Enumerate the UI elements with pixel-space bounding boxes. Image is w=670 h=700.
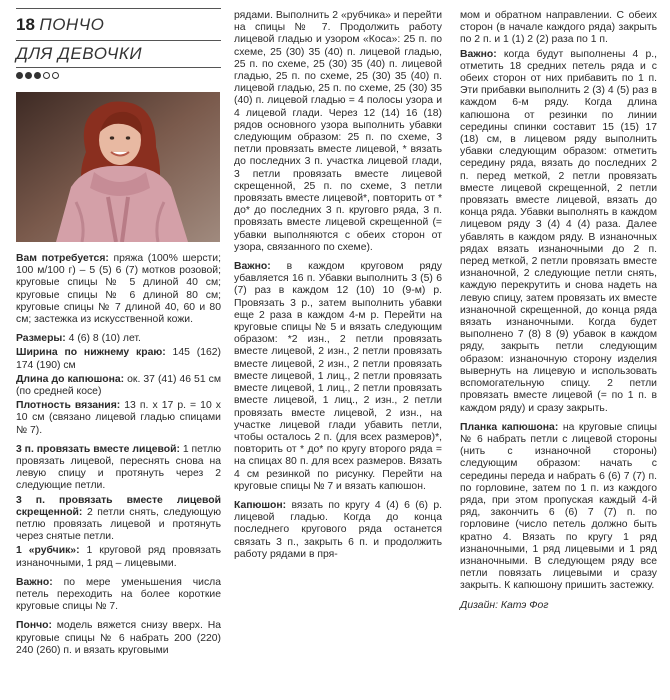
hood-paragraph: Капюшон: вязать по кругу 4 (4) 6 (6) р. лицевой гладью. Когда до конца последнего кругового ряда останется связать 3 п., закрыть 6 п. и продолжить работу рядами в пря-: [234, 499, 442, 560]
body-paragraph-1: рядами. Выполнить 2 «рубчика» и перейти на спицы № 7. Продолжить работу лицевой гладью и узором «Коса»: 25 п. по схеме, 25 (30) 35 (40) п. лицевой гладью, 25 п. по схеме, 25 (30) 35 (40) п. лицевой гладью, 25 п. по схеме, 25 (30) 35 (40) п. лицевой гладью, 25 п. по схеме, 25 (30) 35 (40) п. лицевой гладью = 4 полосы узора и 4 лицевой глади. Через 12 (14) 16 (18) рядов основного узора выполнить убавки следующим образом: 25 п. по схеме, 3 петли провязать вместе лицевой, * вязать до последних 3 п. участка лицевой глади, 3 петли провязать вместе лицевой скрещенной, 25 п. по схеме, 3 петли провязать вместе лицевой*, повторить от * до* до последних 3 п. круговго ряда, 3 п. провязать вместе лицевой скрещенной (= убавки выполняются с обеих сторон от узора, связанного по схеме).: [234, 10, 442, 253]
photo-illustration: [16, 92, 220, 242]
hood-important-paragraph: Важно: когда будут выполнены 4 р., отметить 18 средних петель ряда и с обеих сторон от них прибавить по 1 п. Эти прибавки выполнить 2 (3) 4 (5) раз в каждом 6-м ряду. Когда длина капюшона от резинки по линии середины спинки составит 15 (15) 17 (18) см, в лицевом ряду выполнить убавки следующим образом: отметить середину ряда, вязать до последних 2 п. перед меткой, 2 петли провязать вместе лицевой скрещенной, 2 петли провязать вместе лицевой, вязать до конца ряда. Убавки выполнять в каждом лицевом ряду 3 (4) 4 (4) раза. Далее убавлять в каждом ряду. В изнаночных рядах вязать изнаночными до 2 п. перед меткой, 2 петли провязать вместе изнаночной, 2 следующие петли снять, каждую перекрутить и снова надеть на левую спицу, затем провязать их вместе изнаночной скрещенной, до конца ряда вязать изнаночными. Когда будет выполнено 7 (8) 8 (9) убавок в каждом ряду, закрыть петли следующим образом: изнаночную сторону изделия вывернуть на лицевую и использовать вспомогательную спицу. 2 петли провязать вместе лицевой (= по 1 п. в каждом ряду) и сразу закрыть.: [460, 48, 657, 414]
difficulty-dot-filled: [34, 72, 41, 79]
materials-label: Вам потребуется:: [16, 253, 109, 264]
title-line-2: [16, 44, 142, 64]
pattern-title-2: ДЛЯ ДЕВОЧКИ: [16, 44, 142, 63]
header-top-rule: [16, 8, 221, 9]
rib-paragraph: 1 «рубчик»: 1 круговой ряд провязать изнаночными, 1 ряд – лицевыми.: [16, 545, 222, 569]
title-line-1: [16, 15, 104, 35]
girl-in-poncho-photo: [16, 92, 220, 242]
difficulty-indicator: [16, 72, 59, 79]
density-paragraph: Плотность вязания: 13 п. х 17 р. = 10 х 10 см (связано лицевой гладью спицами № 7).: [16, 400, 221, 436]
designer-credit: Дизайн: Катэ Фог: [460, 599, 549, 611]
pattern-number: 18: [16, 15, 35, 34]
poncho-paragraph: Пончо: модель вяжется снизу вверх. На круговые спицы № 6 набрать 200 (220) 240 (260) п. и вязать круговыми: [16, 620, 221, 656]
pattern-title-1: ПОНЧО: [39, 15, 105, 34]
difficulty-dot-empty: [43, 72, 50, 79]
hood-strip-paragraph: Планка капюшона: на круговые спицы № 6 набрать петли с лицевой стороны (нить с изнаночной стороны) следующим образом: начать с середины переда и набрать 6 (6) 7 (7) п. по горловине, затем по 1 п. из каждого ряда, при этом пропуская каждый 4-й ряд, закончить 6 (6) 7 (7) п. по горловине (число петель должно быть кратно 4. Вязать по кругу 1 ряд изнаночными, 1 ряд лицевыми и 1 ряд изнаночными. В следующем ряду все петли повязать лицевыми и сразу закрыть. К капюшону пришить застежку.: [460, 421, 657, 592]
column-3: [460, 10, 657, 619]
width-paragraph: Ширина по нижнему краю: 145 (162) 174 (190) см: [16, 347, 221, 371]
sizes-paragraph: Размеры: 4 (6) 8 (10) лет.: [16, 333, 141, 345]
important-decrease-paragraph: Важно: в каждом круговом ряду убавляется 16 п. Убавки выполнить 3 (5) 6 (7) раз в каждом 12 (10) 10 (9-м) р. Провязать 3 р., затем выполнить убавки еще 2 раза в каждом 4-м р. Перейти на круговые спицы № 5 и вязать следующим образом: *2 изн., 2 петли провязать вместе лицевой, 2 изн., 2 петли провязать вместе лицевой, 2 изн., 2 петли провязать вместе лицевой, 1 лиц., 2 петли провязать вместе лицевой, 1 лиц., 2 петли провязать вместе лицевой, 1 лиц., 2 изн., 2 петли провязать вместе лицевой, 2 изн., на участке лицевой глади убавить петли, чтобы осталось 2 п. (для всех размеров)*, повторить от * до* по кругу второго ряда = на спицах 80 п. для всех размеров. Вязать 4 см резинкой по рисунку. Перейти на круговые спицы № 7 и вязать капюшон.: [234, 261, 442, 492]
materials-paragraph: Вам потребуется: пряжа (100% шерсти; 100 м/100 г) – 5 (5) 6 (7) мотков розовой; круговые спицы № 5 длиной 40 см; круговые спицы № 6 длиной 80 см; круговые спицы № 7 длиной 40, 60 и 80 см; застежка из искусственной кожи.: [16, 253, 221, 326]
k3tog-paragraph: 3 п. провязать вместе лицевой: 1 петлю провязать лицевой, переснять снова на левую спицу и протянуть через 2 следующие петли.: [16, 443, 221, 492]
difficulty-dot-empty: [52, 72, 59, 79]
column-1: [16, 253, 221, 664]
header-bottom-rule: [16, 67, 221, 68]
column-2: [234, 10, 442, 568]
hood-continued-paragraph: мом и обратном направлении. С обеих сторон (в начале каждого ряда) закрыть по 2 п. и 1 (1) 2 (2) раза по 1 п.: [460, 10, 657, 46]
important-paragraph: Важно: по мере уменьшения числа петель переходить на более короткие круговые спицы № 7.: [16, 576, 221, 613]
header-mid-rule: [16, 40, 221, 41]
difficulty-dot-filled: [25, 72, 32, 79]
difficulty-dot-filled: [16, 72, 23, 79]
k3tog-tbl-paragraph: 3 п. провязать вместе лицевой скрещенной: 2 петли снять, следующую петлю провязать лицевой и протянуть через снятые петли.: [16, 494, 221, 543]
length-paragraph: Длина до капюшона: ок. 37 (41) 46 51 см (по средней косе): [16, 373, 221, 398]
